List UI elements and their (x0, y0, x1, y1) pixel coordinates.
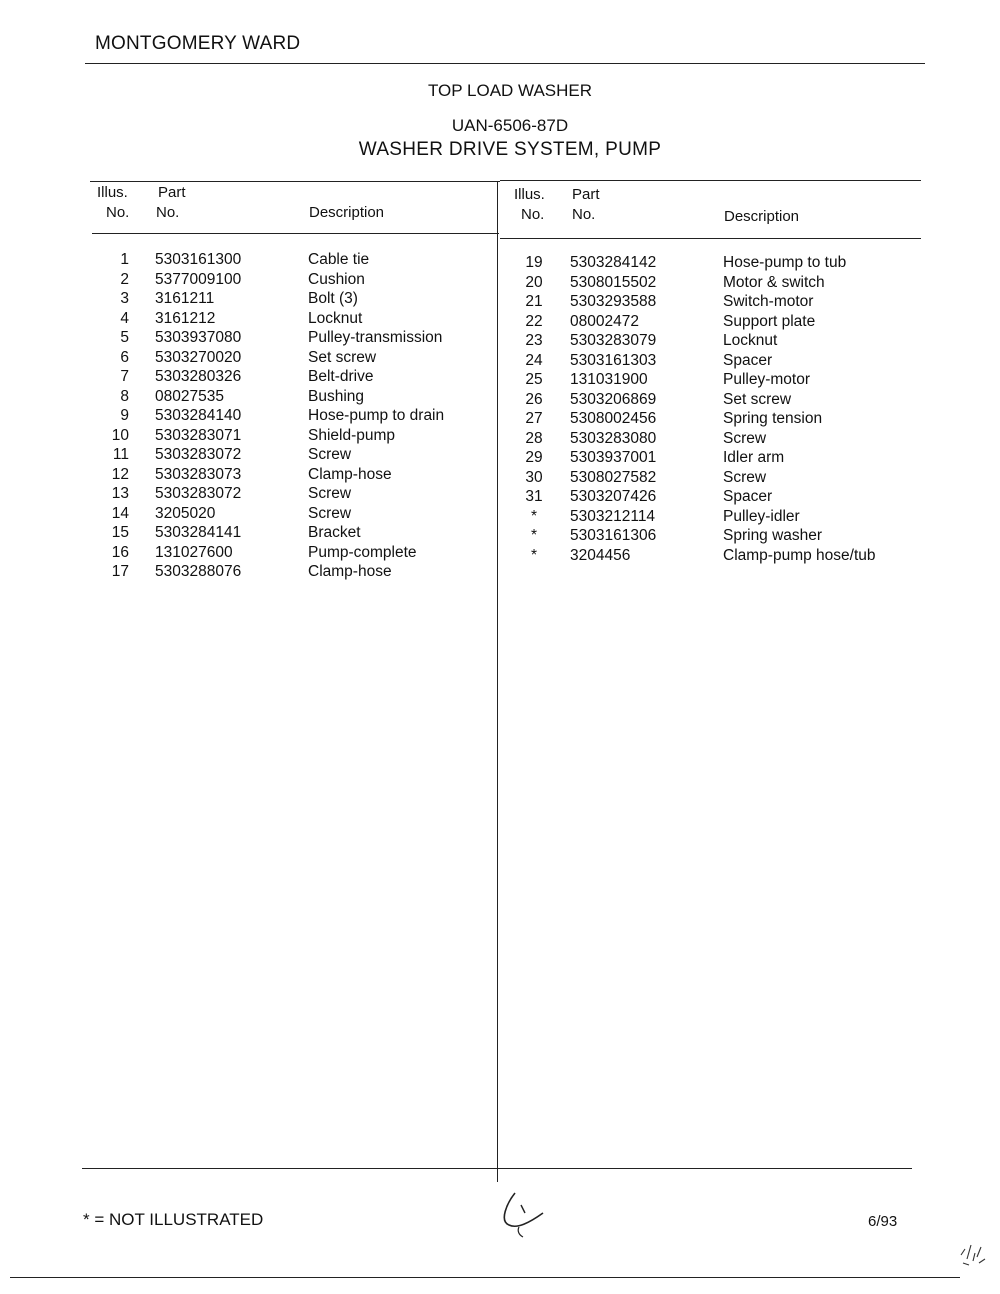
illus-number: 6 (120, 348, 129, 366)
part-number: 5303212114 (570, 507, 656, 525)
part-number: 5303283080 (570, 429, 657, 447)
part-description: Locknut (723, 332, 778, 349)
part-number: 5303283072 (155, 446, 242, 463)
part-description: Screw (723, 429, 767, 447)
illus-number: 11 (112, 446, 129, 463)
illus-number: 17 (111, 563, 129, 580)
part-description: Bushing (308, 387, 365, 405)
part-number: 5308027582 (570, 468, 657, 486)
part-number: 3161211 (155, 290, 215, 307)
illus-number: 21 (525, 293, 543, 310)
illus-number: 22 (525, 312, 543, 330)
part-description: Pulley-idler (723, 507, 800, 525)
illus-number: * (530, 546, 538, 564)
part-number: 3161212 (155, 309, 216, 327)
illus-number: 23 (525, 332, 543, 349)
part-number: 131027600 (155, 543, 233, 561)
part-number: 08002472 (570, 312, 639, 330)
part-number: 5303937080 (155, 329, 242, 346)
part-description: Clamp-pump hose/tub (723, 546, 876, 564)
illus-number: 3 (120, 290, 129, 307)
illus-number: 8 (120, 387, 129, 405)
part-number: 5303161306 (570, 527, 657, 544)
left-description-header: Description (309, 204, 385, 221)
document-title: TOP LOAD WASHER (427, 81, 593, 100)
model-number: UAN-6506-87D (451, 116, 569, 135)
illus-number: 28 (525, 429, 543, 447)
part-description: Set screw (723, 390, 792, 408)
part-description: Shield-pump (308, 426, 396, 444)
part-description: Spacer (723, 351, 773, 369)
table-top-rule-left (90, 181, 500, 182)
right-illus-header: Illus. No. (514, 186, 545, 223)
part-number: 5303283079 (570, 332, 657, 349)
part-description: Clamp-hose (308, 563, 392, 580)
illus-number: 1 (120, 251, 129, 268)
part-number: 5303937001 (570, 449, 657, 466)
illus-number: 19 (525, 254, 543, 271)
part-number: 5377009100 (155, 270, 242, 288)
part-description: Pulley-transmission (308, 329, 443, 346)
part-description: Belt-drive (308, 368, 374, 385)
part-description: Screw (723, 468, 767, 486)
illus-number: 4 (120, 309, 129, 327)
part-description: Screw (308, 485, 352, 502)
illus-number: 12 (111, 465, 129, 483)
right-part-header: Part No. (572, 186, 600, 223)
part-description: Hose-pump to drain (308, 407, 445, 424)
handwritten-mark-icon (495, 1183, 555, 1243)
part-description: Locknut (308, 309, 363, 327)
illus-number: 2 (120, 270, 129, 288)
part-number: 5303283073 (155, 465, 242, 483)
brand-name: MONTGOMERY WARD (95, 33, 301, 54)
right-description-header: Description (724, 208, 800, 225)
part-description: Screw (308, 504, 352, 522)
table-top-rule-right (500, 180, 921, 181)
part-description: Spring tension (723, 410, 823, 427)
part-description: Bolt (3) (308, 290, 358, 307)
part-description: Clamp-hose (308, 465, 392, 483)
header-rule-left (92, 233, 499, 234)
part-number: 5308002456 (570, 410, 657, 427)
part-description: Hose-pump to tub (723, 254, 847, 271)
illus-number: 15 (111, 524, 129, 541)
revision-date: 6/93 (868, 1213, 898, 1230)
part-number: 08027535 (155, 387, 224, 405)
part-description: Bracket (308, 524, 361, 541)
left-illus-header: Illus. No. (97, 184, 130, 221)
part-number: 3204456 (570, 546, 631, 564)
part-number: 5303280326 (155, 368, 242, 385)
part-description: Pump-complete (308, 543, 417, 561)
part-description: Motor & switch (723, 273, 825, 291)
not-illustrated-note: * = NOT ILLUSTRATED (83, 1210, 264, 1229)
illus-number: 27 (525, 410, 543, 427)
part-number: 5303284142 (570, 254, 657, 271)
part-description: Spring washer (723, 527, 823, 544)
illus-number: 14 (111, 504, 129, 522)
part-number: 5303284141 (155, 524, 242, 541)
part-number: 5303207426 (570, 488, 657, 505)
illus-number: 7 (120, 368, 129, 385)
part-description: Set screw (308, 348, 377, 366)
illus-number: 9 (120, 407, 129, 424)
page-bottom-rule (10, 1277, 960, 1278)
illus-number: 25 (525, 371, 543, 388)
illus-number: 16 (111, 543, 129, 561)
part-number: 5303283071 (155, 426, 242, 444)
part-description: Idler arm (723, 449, 785, 466)
part-number: 5308015502 (570, 273, 657, 291)
part-number: 5303288076 (155, 563, 242, 580)
illus-number: 24 (525, 351, 543, 369)
part-number: 5303270020 (155, 348, 242, 366)
part-description: Pulley-motor (723, 371, 810, 388)
part-number: 5303161303 (570, 351, 657, 369)
part-description: Spacer (723, 488, 773, 505)
illus-number: * (530, 527, 538, 544)
illus-number: 5 (120, 329, 129, 346)
part-description: Support plate (723, 312, 816, 330)
scribble-mark-icon (955, 1235, 990, 1270)
part-description: Cushion (308, 270, 365, 288)
left-part-header: Part No. (156, 184, 186, 221)
part-number: 5303161300 (155, 251, 242, 268)
part-number: 5303284140 (155, 407, 242, 424)
part-number: 5303206869 (570, 390, 657, 408)
illus-number: 26 (525, 390, 543, 408)
header-rule-right (500, 238, 921, 239)
illus-number: 13 (111, 485, 129, 502)
part-description: Screw (308, 446, 352, 463)
illus-number: 20 (525, 273, 543, 291)
illus-number: 30 (525, 468, 543, 486)
part-number: 3205020 (155, 504, 216, 522)
table-bottom-rule (82, 1168, 912, 1169)
section-title: WASHER DRIVE SYSTEM, PUMP (358, 139, 662, 160)
part-number: 5303293588 (570, 293, 657, 310)
column-divider (497, 181, 498, 1182)
illus-number: 31 (525, 488, 543, 505)
part-number: 5303283072 (155, 485, 242, 502)
part-description: Cable tie (308, 251, 370, 268)
part-number: 131031900 (570, 371, 648, 388)
top-rule (85, 63, 925, 64)
part-description: Switch-motor (723, 293, 814, 310)
illus-number: * (530, 507, 538, 525)
illus-number: 29 (525, 449, 543, 466)
illus-number: 10 (111, 426, 129, 444)
